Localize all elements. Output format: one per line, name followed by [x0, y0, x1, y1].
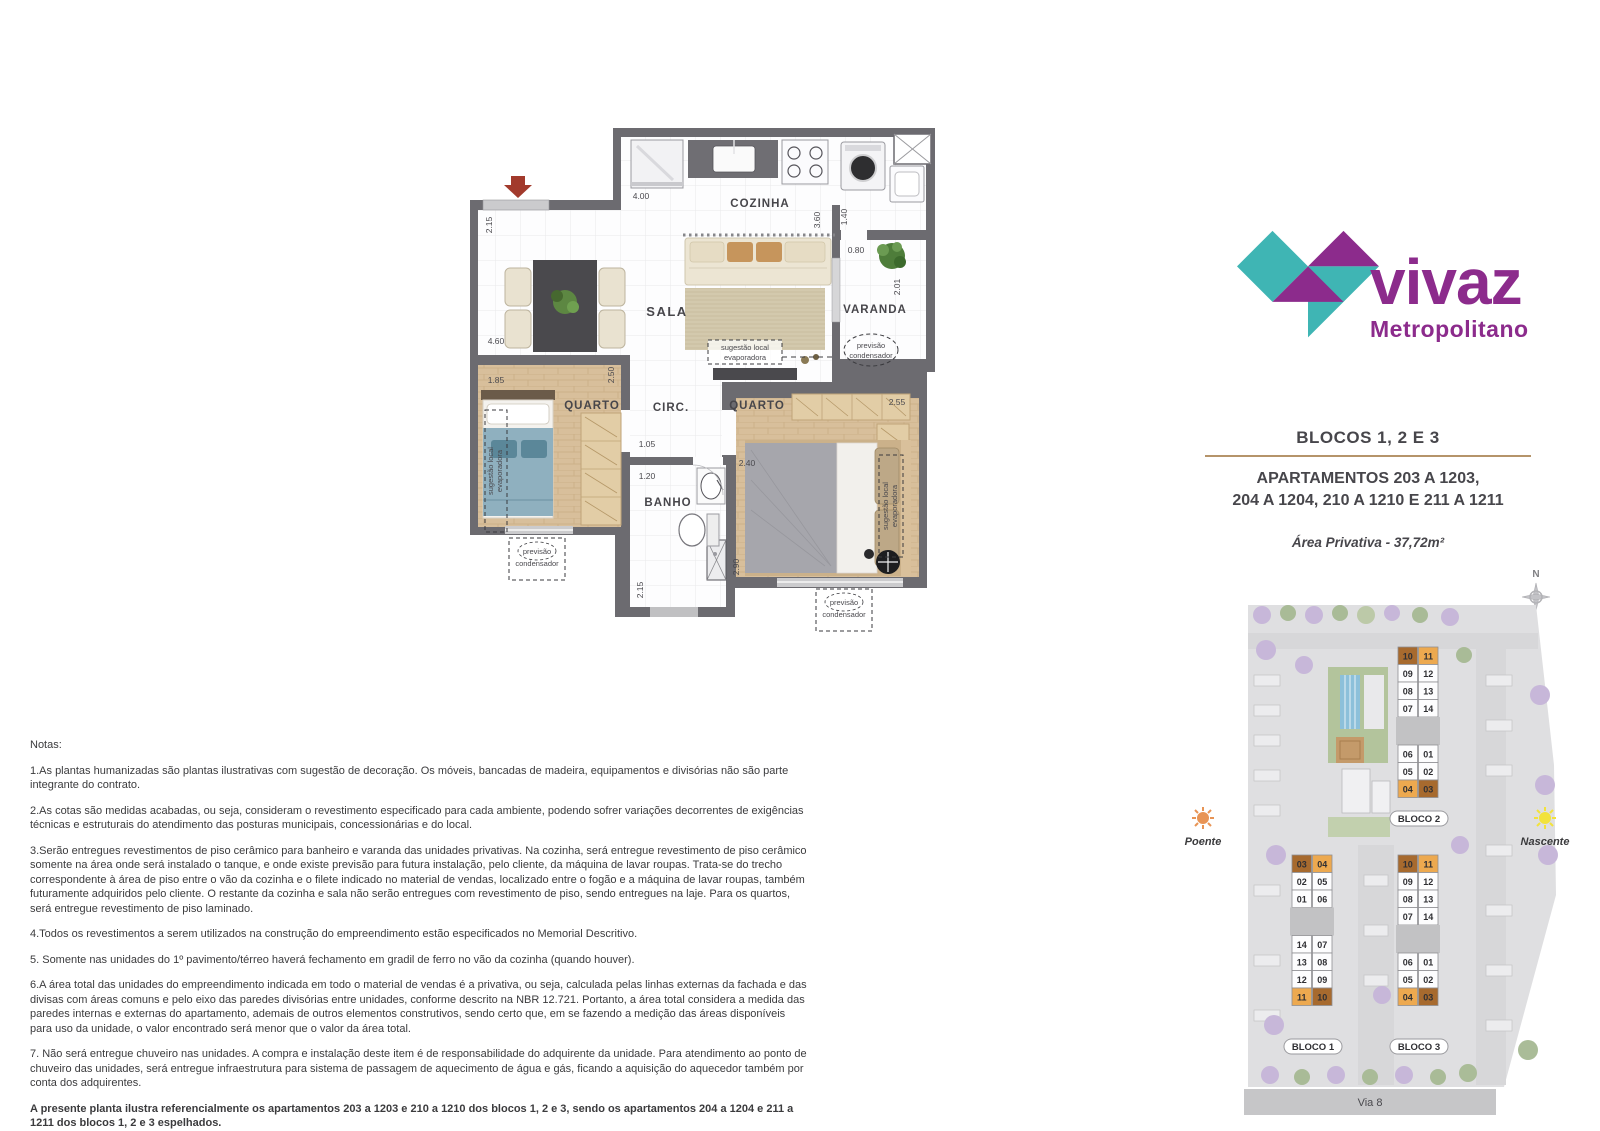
svg-text:sugestão local: sugestão local	[881, 482, 890, 530]
site-unit-number: 05	[1402, 974, 1413, 985]
dim: 0.80	[847, 245, 865, 255]
site-unit-number: 03	[1423, 784, 1434, 795]
site-unit-number: 01	[1423, 957, 1434, 968]
site-unit-number: 12	[1423, 668, 1434, 679]
label-circ: CIRC.	[652, 402, 690, 414]
label-quarto-left: QUARTO	[564, 400, 620, 412]
site-unit-number: 09	[1402, 668, 1413, 679]
svg-text:evaporadora: evaporadora	[723, 353, 767, 362]
svg-text:condensador: condensador	[849, 351, 893, 360]
site-unit-number: 08	[1317, 957, 1328, 968]
site-unit-number: 14	[1423, 911, 1434, 922]
site-unit-number: 01	[1296, 894, 1307, 905]
dim: 2.40	[738, 458, 756, 468]
private-area: Área Privativa - 37,72m²	[1291, 534, 1445, 550]
toilet-tank	[707, 514, 719, 546]
apartments-line2: 204 A 1204, 210 A 1210 E 211 A 1211	[1232, 492, 1504, 510]
label-sala: SALA	[646, 304, 688, 319]
site-unit-number: 06	[1317, 894, 1328, 905]
site-unit-number: 14	[1423, 703, 1434, 714]
note-item: 2.As cotas são medidas acabadas, ou seja, consideram o revestimento especificado para cada ambiente, podendo sofrer variações decorrentes de exigências técnicas e estruturais do atendimento das posturas municipais, concessionárias e do local.	[30, 804, 804, 832]
nascente-label: Nascente	[1520, 836, 1570, 848]
site-unit-number: 11	[1423, 651, 1434, 662]
dining-set	[505, 260, 625, 352]
site-unit-number: 11	[1423, 859, 1434, 870]
note-item: 7. Não será entregue chuveiro nas unidades. A compra e instalação deste item é de responsabilidade do adquirente da unidade. Para atendimento ao ponto de chuveiro das unidades, será entregue infraestrutura para sistema de passagem de aquecimento de água e gás, ficando a aquisição do aquecedor também por conta dos adquirentes.	[30, 1048, 807, 1090]
svg-text:previsão: previsão	[856, 341, 886, 350]
note-item: 5. Somente nas unidades do 1º pavimento/térreo haverá fechamento em gradil de ferro no vão da cozinha (quando houver).	[30, 953, 635, 966]
nascente-marker	[1500, 806, 1590, 848]
brand-subtitle: Metropolitano	[1370, 315, 1529, 342]
poente-marker	[1158, 806, 1248, 848]
site-unit-number: 12	[1296, 974, 1307, 985]
site-unit-number: 08	[1402, 686, 1413, 697]
notes-title: Notas:	[30, 739, 62, 751]
dim: 2.15	[484, 216, 494, 234]
stove	[782, 140, 828, 184]
site-unit-number: 13	[1423, 894, 1434, 905]
pill-bloco-3	[1390, 1039, 1448, 1054]
site-unit-number: 12	[1423, 876, 1434, 887]
site-unit-number: 03	[1423, 992, 1434, 1003]
dim: 2.55	[888, 397, 906, 407]
site-unit-number: 10	[1402, 651, 1413, 662]
label-cozinha: COZINHA	[730, 198, 790, 210]
site-unit-number: 07	[1402, 703, 1413, 714]
site-unit-number: 02	[1423, 974, 1434, 985]
building-core	[1396, 925, 1440, 953]
site-unit-number: 10	[1317, 992, 1328, 1003]
dim: 2.90	[731, 558, 741, 576]
pill-bloco-1	[1284, 1039, 1342, 1054]
note-item: 4.Todos os revestimentos a serem utilizados na construção do empreendimento estão especificados no Memorial Descritivo.	[30, 928, 638, 941]
brand-name: vivaz	[1370, 246, 1522, 318]
dim: 1.85	[487, 375, 505, 385]
site-unit-number: 02	[1296, 876, 1307, 887]
svg-text:N: N	[1532, 569, 1540, 580]
site-unit-number: 10	[1402, 859, 1413, 870]
note-item: 3.Serão entregues revestimentos de piso cerâmico para banheiro e varanda das unidades privativas. Na cozinha, será entregue revestimento de piso cerâmico somente na área onde será instalado o tanque, e onde existe previsão para futura instalação, pelo cliente, da máquina de lavar roupas. Trata-se do trecho correspondente à área de piso entre o vão da cozinha e o filete indicado no material de vendas, localizado entre o fogão e a máquina de lavar roupas, também futuramente adquiridos pelo cliente. O restante da cozinha e sala não serão entregues com revestimento de piso, sendo entregues na laje. Para os quartos, será entregue revestimento de piso laminado.	[30, 844, 807, 915]
dim: 1.40	[839, 208, 849, 226]
label-banho: BANHO	[644, 497, 692, 509]
site-unit-number: 04	[1402, 992, 1413, 1003]
svg-text:evaporadora: evaporadora	[495, 449, 504, 493]
site-unit-number: 04	[1317, 859, 1328, 870]
site-unit-number: 05	[1402, 766, 1413, 777]
svg-text:sugestão local: sugestão local	[721, 343, 769, 352]
svg-text:BLOCO 3: BLOCO 3	[1397, 1042, 1441, 1053]
site-unit-number: 07	[1402, 911, 1413, 922]
svg-text:evaporadora: evaporadora	[890, 484, 899, 528]
sun-icon	[1533, 806, 1557, 830]
svg-text:BLOCO 1: BLOCO 1	[1291, 1042, 1335, 1053]
site-unit-number: 13	[1423, 686, 1434, 697]
unit-info	[1203, 428, 1533, 550]
blocks-title: BLOCOS 1, 2 E 3	[1296, 428, 1440, 447]
apartments-line1: APARTAMENTOS 203 A 1203,	[1256, 470, 1480, 487]
compass-icon	[1522, 569, 1550, 611]
notes	[30, 738, 808, 1131]
site-unit-number: 01	[1423, 749, 1434, 760]
site-unit-number: 06	[1402, 749, 1413, 760]
site-unit-number: 14	[1296, 939, 1307, 950]
site-unit-number: 06	[1402, 957, 1413, 968]
poente-label: Poente	[1184, 836, 1222, 848]
sofa	[685, 238, 831, 285]
sun-icon	[1191, 806, 1215, 830]
dim: 4.00	[632, 191, 650, 201]
annotation-condensador-quarto-left	[509, 538, 565, 580]
site-unit-number: 09	[1317, 974, 1328, 985]
label-quarto-right: QUARTO	[729, 400, 785, 412]
vivaz-heart-icon	[1237, 223, 1379, 357]
svg-text:BLOCO 2: BLOCO 2	[1397, 814, 1441, 825]
site-unit-number: 13	[1296, 957, 1307, 968]
wardrobe-left	[581, 413, 621, 525]
note-item: 1.As plantas humanizadas são plantas ilustrativas com sugestão de decoração. Os móveis, bancadas de madeira, equipamentos e divisórias não são parte integrante do contrato.	[30, 764, 789, 792]
svg-text:sugestão local: sugestão local	[486, 447, 495, 495]
label-varanda: VARANDA	[843, 304, 907, 316]
notes-footer: A presente planta ilustra referencialmente os apartamentos 203 a 1203 e 210 a 1210 dos blocos 1, 2 e 3, sendo os apartamentos 204 a 1204 e 211 a 1211 dos blocos 1, 2 e 3 espelhados.	[30, 1102, 794, 1130]
entrance-arrow-icon	[504, 176, 532, 198]
site-unit-number: 09	[1402, 876, 1413, 887]
building-core	[1290, 908, 1334, 936]
site-unit-number: 04	[1402, 784, 1413, 795]
dim: 2.01	[892, 278, 902, 296]
site-unit-number: 03	[1296, 859, 1307, 870]
svg-text:previsão: previsão	[829, 598, 859, 607]
annotation-condensador-quarto-right	[816, 589, 872, 631]
toilet-bowl	[679, 514, 705, 546]
dim: 2.50	[606, 366, 616, 384]
note-item: 6.A área total das unidades do empreendimento indicada em todo o material de vendas é a privativa, ou seja, calculada pelas linhas externas da fachada e das divisas com áreas comuns e pelo eixo das paredes divisórias entre unidades, conforme descrito na NBR 12.721. Portanto, a área total considera a medida das paredes internas e externas do apartamento, ademais de outros elementos construtivos, sendo certo que, em se fazendo a medição das áreas disponíveis para uso da unidade, o valor encontrado será menor que o valor da área total.	[30, 979, 807, 1035]
svg-text:Via 8: Via 8	[1357, 1097, 1383, 1109]
site-unit-number: 11	[1296, 992, 1307, 1003]
dim: 4.60	[487, 336, 505, 346]
svg-text:condensador: condensador	[822, 610, 866, 619]
floor-plan	[445, 110, 955, 730]
via-8-road	[1244, 1089, 1496, 1115]
pill-bloco-2	[1390, 811, 1448, 826]
site-unit-number: 05	[1317, 876, 1328, 887]
site-unit-number: 07	[1317, 939, 1328, 950]
building-core	[1396, 717, 1440, 745]
svg-text:condensador: condensador	[515, 559, 559, 568]
dim: 2.15	[635, 581, 645, 599]
dim: 1.20	[638, 471, 656, 481]
divider	[1205, 455, 1531, 457]
site-unit-number: 08	[1402, 894, 1413, 905]
dim: 1.05	[638, 439, 656, 449]
site-unit-number: 02	[1423, 766, 1434, 777]
dim: 3.60	[812, 211, 822, 229]
svg-text:previsão: previsão	[522, 547, 552, 556]
